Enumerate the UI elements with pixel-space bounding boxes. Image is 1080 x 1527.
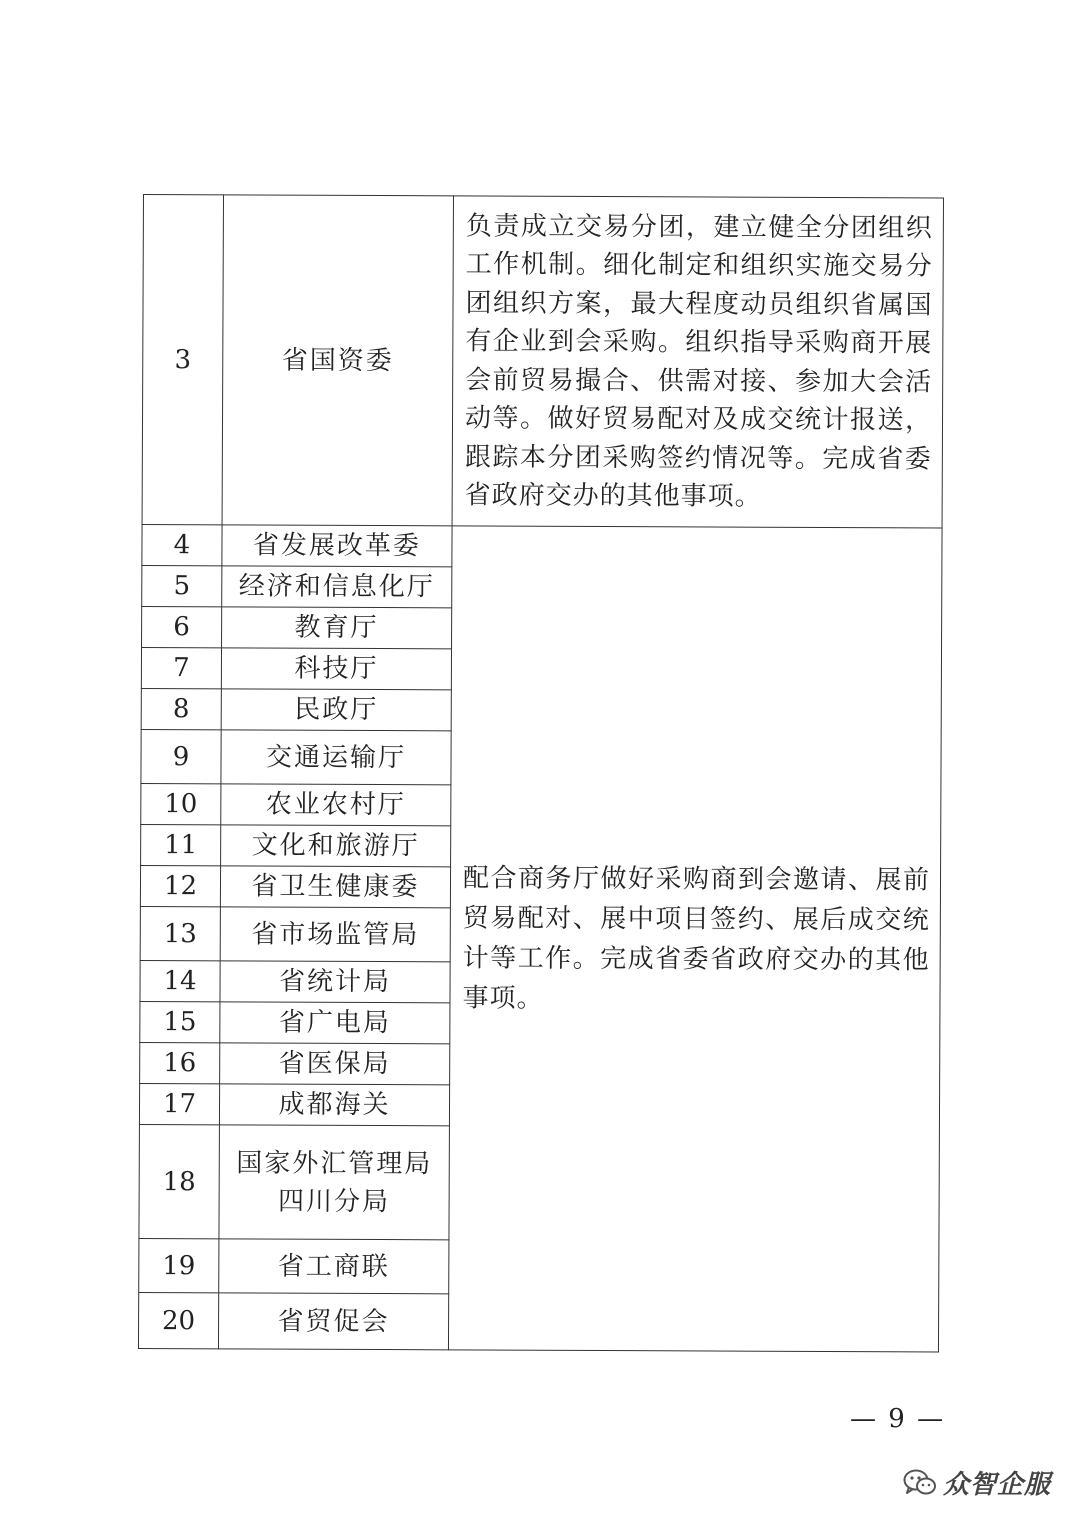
responsibility-table [138, 194, 944, 1352]
row-number: 7 [141, 647, 221, 688]
row-number: 11 [141, 824, 221, 865]
row-number: 10 [141, 783, 221, 824]
department-name: 省市场监管局 [220, 907, 450, 962]
responsibility-table-wrapper [138, 194, 943, 1341]
row-number: 14 [140, 960, 220, 1001]
department-name: 省医保局 [220, 1043, 450, 1085]
row-number: 17 [139, 1083, 219, 1124]
row-number: 16 [140, 1042, 220, 1083]
department-name: 省发展改革委 [222, 525, 452, 567]
department-name: 省工商联 [219, 1239, 449, 1294]
department-name: 农业农村厅 [221, 784, 451, 826]
department-name: 省卫生健康委 [220, 866, 450, 908]
row-number: 15 [140, 1001, 220, 1042]
row-number: 4 [142, 524, 222, 565]
watermark [903, 1464, 1051, 1501]
department-name: 省统计局 [220, 961, 450, 1003]
department-name: 省国资委 [222, 195, 453, 526]
row-number: 3 [142, 195, 223, 525]
department-name: 交通运输厅 [221, 730, 451, 785]
row-number: 18 [139, 1124, 219, 1238]
row-number: 19 [139, 1238, 219, 1292]
row-number: 13 [140, 906, 220, 960]
page-number: — 9 — [850, 1404, 946, 1434]
row-number: 6 [142, 606, 222, 647]
row-number: 9 [141, 729, 221, 783]
duty-description: 负责成立交易分团，建立健全分团组织工作机制。细化制定和组织实施交易分团组织方案，最大程度动员组织省属国有企业到会采购。组织指导采购商开展会前贸易撮合、供需对接、参加大会活动等。做好贸易配对及成交统计报送，跟踪本分团采购签约情况等。完成省委省政府交办的其他事项。 [452, 196, 943, 528]
department-name: 科技厅 [221, 648, 451, 690]
department-name: 民政厅 [221, 689, 451, 731]
shared-duty-description: 配合商务厅做好采购商到会邀请、展前贸易配对、展中项目签约、展后成交统计等工作。完成省委省政府交办的其他事项。 [448, 526, 942, 1352]
department-name: 经济和信息化厅 [222, 566, 452, 608]
department-name: 国家外汇管理局四川分局 [219, 1125, 449, 1240]
row-number: 5 [142, 565, 222, 606]
department-name: 成都海关 [219, 1084, 449, 1126]
table-row [142, 195, 943, 528]
row-number: 8 [141, 688, 221, 729]
department-name: 教育厅 [222, 607, 452, 649]
watermark-text: 众智企服 [943, 1470, 1052, 1500]
department-name: 省广电局 [220, 1002, 450, 1044]
row-number: 12 [140, 865, 220, 906]
department-name: 文化和旅游厅 [221, 825, 451, 867]
table-row [142, 524, 942, 568]
row-number: 20 [138, 1292, 218, 1348]
department-name: 省贸促会 [218, 1293, 448, 1350]
wechat-icon [903, 1468, 937, 1498]
